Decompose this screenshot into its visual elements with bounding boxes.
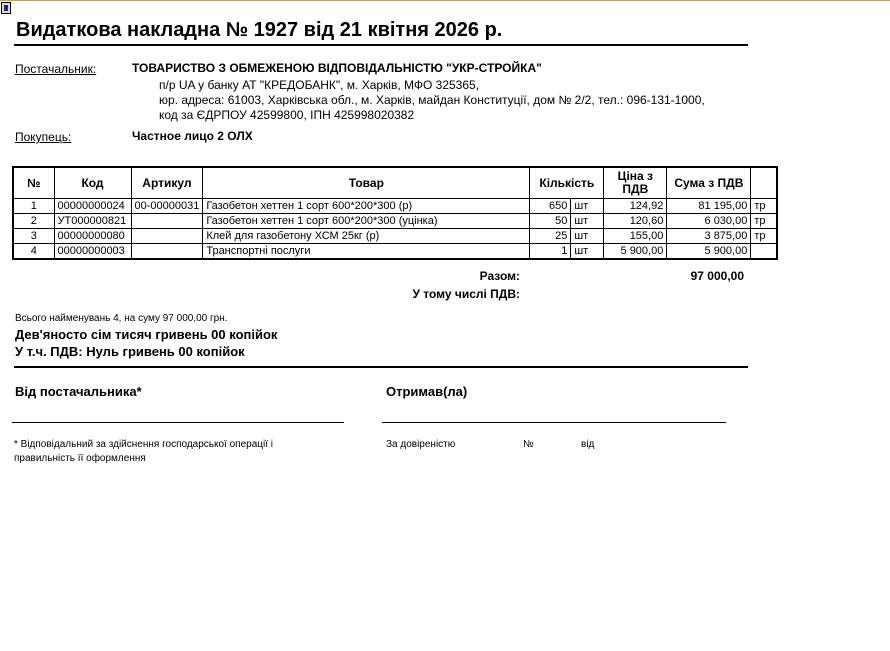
supplier-signature-label: Від постачальника*: [15, 384, 142, 399]
cell-unit: шт: [571, 229, 604, 244]
cell-qty: 50: [530, 214, 571, 229]
cell-price: 124,92: [604, 199, 667, 214]
supplier-codes: код за ЄДРПОУ 42599800, ІПН 425998020382: [159, 108, 415, 122]
cell-code: 00000000024: [54, 199, 131, 214]
vat-in-words: У т.ч. ПДВ: Нуль гривень 00 копійок: [15, 344, 245, 359]
cell-code: 00000000003: [54, 244, 131, 260]
cell-sum: 3 875,00: [667, 229, 751, 244]
cell-unit: шт: [571, 214, 604, 229]
cell-unit: шт: [571, 244, 604, 260]
cell-code: 00000000080: [54, 229, 131, 244]
items-count-summary: Всього найменувань 4, на суму 97 000,00 грн.: [15, 313, 228, 324]
proxy-label: За довіреністю: [386, 439, 456, 450]
supplier-label: Постачальник:: [15, 62, 97, 76]
col-header-sum: Сума з ПДВ: [667, 167, 751, 199]
summary-divider: [14, 366, 748, 368]
proxy-number-label: №: [523, 439, 534, 450]
proxy-date-label: від: [581, 439, 595, 450]
buyer-label: Покупець:: [15, 130, 72, 144]
cell-product: Газобетон хеттен 1 сорт 600*200*300 (р): [203, 199, 530, 214]
top-border: [0, 0, 890, 1]
cell-sum: 5 900,00: [667, 244, 751, 260]
receiver-signature-line: [382, 422, 726, 423]
cell-price: 5 900,00: [604, 244, 667, 260]
supplier-name: ТОВАРИСТВО З ОБМЕЖЕНОЮ ВІДПОВІДАЛЬНІСТЮ "УКР-СТРОЙКА": [132, 61, 542, 75]
cell-extra: тр: [751, 229, 777, 244]
table-row: [13, 244, 777, 260]
col-header-num: №: [13, 167, 54, 199]
col-header-product: Товар: [203, 167, 530, 199]
cell-num: 3: [13, 229, 54, 244]
cell-qty: 650: [530, 199, 571, 214]
cell-product: Газобетон хеттен 1 сорт 600*200*300 (уцінка): [203, 214, 530, 229]
vat-label: У тому числі ПДВ:: [412, 287, 520, 301]
cell-num: 1: [13, 199, 54, 214]
footnote-line-2: правильність її оформлення: [14, 453, 146, 464]
cell-num: 2: [13, 214, 54, 229]
cell-extra: тр: [751, 199, 777, 214]
col-header-qty: Кількість: [530, 167, 604, 199]
total-in-words: Дев'яносто сім тисяч гривень 00 копійок: [15, 327, 278, 342]
supplier-address: юр. адреса: 61003, Харківська обл., м. Харків, майдан Конституції, дом № 2/2, тел.: 096-131-1000,: [159, 93, 705, 107]
table-header-row: [13, 167, 777, 199]
receiver-signature-label: Отримав(ла): [386, 384, 468, 399]
cell-num: 4: [13, 244, 54, 260]
cell-article: [131, 244, 203, 260]
document-title: Видаткова накладна № 1927 від 21 квітня 2026 р.: [16, 19, 503, 41]
buyer-name: Частное лицо 2 ОЛХ: [132, 129, 253, 143]
col-header-code: Код: [54, 167, 131, 199]
col-header-article: Артикул: [131, 167, 203, 199]
cell-unit: шт: [571, 199, 604, 214]
cell-sum: 81 195,00: [667, 199, 751, 214]
table-row: [13, 199, 777, 214]
supplier-signature-line: [12, 422, 344, 423]
cell-product: Клей для газобетону ХСМ 25кг (р): [203, 229, 530, 244]
cell-qty: 25: [530, 229, 571, 244]
cell-article: [131, 229, 203, 244]
cell-extra: тр: [751, 214, 777, 229]
footnote-line-1: * Відповідальний за здійснення господарської операції і: [14, 439, 273, 450]
cell-code: УТ000000821: [54, 214, 131, 229]
cell-article: [131, 214, 203, 229]
total-value: 97 000,00: [690, 269, 744, 283]
cell-article: 00-00000031: [131, 199, 203, 214]
cell-qty: 1: [530, 244, 571, 260]
cell-sum: 6 030,00: [667, 214, 751, 229]
col-header-price: Ціна з ПДВ: [604, 167, 667, 199]
title-divider: [14, 44, 748, 46]
col-header-extra: [751, 167, 777, 199]
total-label: Разом:: [479, 269, 520, 283]
table-row: [13, 214, 777, 229]
items-table: [12, 166, 778, 260]
cell-price: 120,60: [604, 214, 667, 229]
table-row: [13, 229, 777, 244]
cell-extra: [751, 244, 777, 260]
cell-product: Транспортні послуги: [203, 244, 530, 260]
window-menu-icon[interactable]: [1, 2, 11, 14]
supplier-bank: п/р UA у банку АТ "КРЕДОБАНК", м. Харків, МФО 325365,: [159, 78, 480, 92]
cell-price: 155,00: [604, 229, 667, 244]
